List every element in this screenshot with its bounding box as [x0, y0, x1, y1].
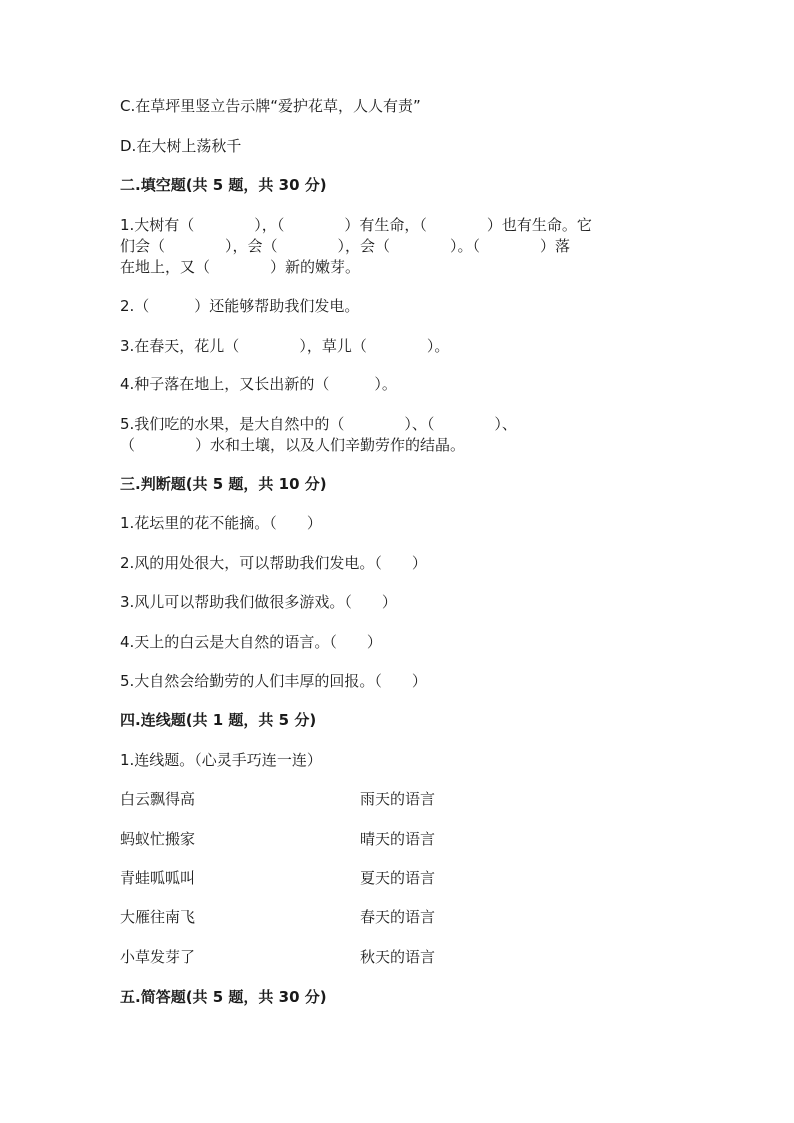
match-left-3[interactable]: 青蛙呱呱叫: [120, 869, 196, 887]
fill-q1-line1: 1.大树有（ ），（ ）有生命，（ ）也有生命。它: [120, 216, 592, 234]
fill-q3: 3.在春天，花儿（ ），草儿（ ）。: [120, 337, 450, 355]
match-left-4[interactable]: 大雁往南飞: [120, 908, 196, 926]
section2-heading: 二.填空题(共 5 题，共 30 分): [120, 176, 327, 194]
match-right-2[interactable]: 晴天的语言: [360, 830, 436, 848]
fill-q4: 4.种子落在地上，又长出新的（ ）。: [120, 375, 397, 393]
fill-q1-line2: 们会（ ），会（ ），会（ ）。（ ）落: [120, 237, 571, 255]
match-right-3[interactable]: 夏天的语言: [360, 869, 436, 887]
match-left-5[interactable]: 小草发芽了: [120, 948, 196, 966]
section3-heading: 三.判断题(共 5 题，共 10 分): [120, 475, 327, 493]
judge-q5: 5.大自然会给勤劳的人们丰厚的回报。（ ）: [120, 672, 427, 690]
section4-heading: 四.连线题(共 1 题，共 5 分): [120, 711, 317, 729]
match-left-2[interactable]: 蚂蚁忙搬家: [120, 830, 196, 848]
judge-q2: 2.风的用处很大，可以帮助我们发电。（ ）: [120, 554, 427, 572]
fill-q2: 2.（ ）还能够帮助我们发电。: [120, 297, 360, 315]
fill-q5-line1: 5.我们吃的水果，是大自然中的（ ）、（ ）、: [120, 415, 517, 433]
judge-q4: 4.天上的白云是大自然的语言。（ ）: [120, 633, 382, 651]
match-right-4[interactable]: 春天的语言: [360, 908, 436, 926]
match-question: 1.连线题。（心灵手巧连一连）: [120, 751, 322, 769]
match-right-5[interactable]: 秋天的语言: [360, 948, 436, 966]
option-d: D.在大树上荡秋千: [120, 137, 242, 155]
match-right-1[interactable]: 雨天的语言: [360, 790, 436, 808]
fill-q5-line2: （ ）水和土壤，以及人们辛勤劳作的结晶。: [120, 436, 466, 454]
judge-q3: 3.风儿可以帮助我们做很多游戏。（ ）: [120, 593, 397, 611]
section5-heading: 五.简答题(共 5 题，共 30 分): [120, 988, 327, 1006]
judge-q1: 1.花坛里的花不能摘。（ ）: [120, 514, 322, 532]
fill-q1-line3: 在地上，又（ ）新的嫩芽。: [120, 258, 361, 276]
match-left-1[interactable]: 白云飘得高: [120, 790, 196, 808]
option-c: C.在草坪里竖立告示牌“爱护花草，人人有责”: [120, 97, 421, 115]
